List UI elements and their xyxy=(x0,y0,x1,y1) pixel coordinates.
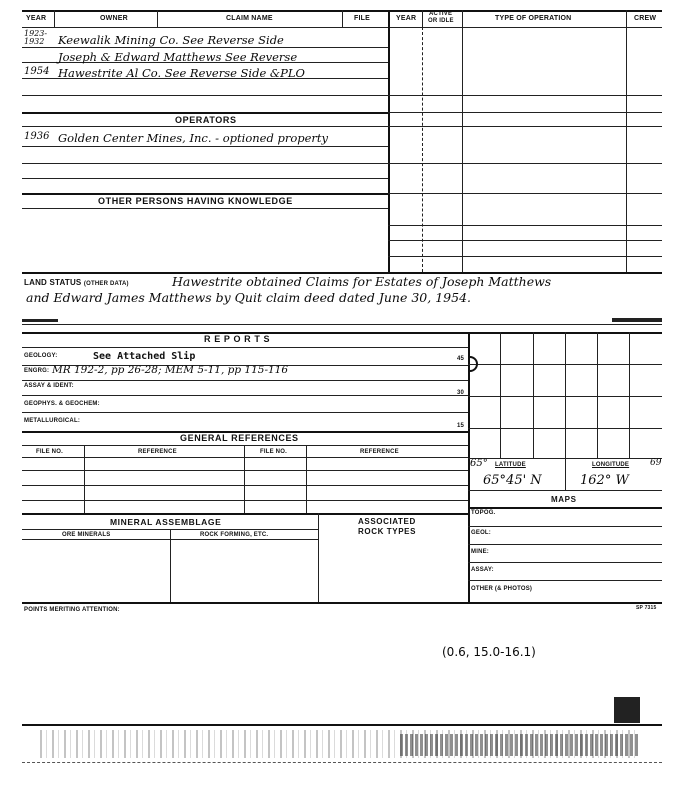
associated-divider xyxy=(318,513,319,602)
other-persons-top xyxy=(22,193,388,195)
coord-divider xyxy=(565,458,566,490)
grid-line xyxy=(629,332,630,458)
right-row-line xyxy=(388,193,662,194)
reference-header-1: REFERENCE xyxy=(138,449,177,455)
grid-line xyxy=(597,332,598,458)
longitude-label: LONGITUDE xyxy=(592,462,630,468)
scan-bar xyxy=(22,319,58,322)
active-type-divider xyxy=(462,27,463,272)
grid-line xyxy=(468,364,662,365)
longitude-value: 162° W xyxy=(580,473,629,488)
file-no-header-1: FILE NO. xyxy=(36,449,63,455)
maps-mine: MINE: xyxy=(471,549,489,555)
maps-line xyxy=(468,544,662,545)
ore-minerals-header: ORE MINERALS xyxy=(62,532,111,538)
land-status-bottom xyxy=(22,324,662,325)
grid-line xyxy=(468,396,662,397)
ref-row-line xyxy=(22,485,468,486)
mineral-assemblage-top xyxy=(22,513,468,515)
maps-line xyxy=(468,562,662,563)
maps-title-line xyxy=(468,507,662,509)
scan-bottom-line xyxy=(22,724,662,726)
grid-line xyxy=(565,332,566,458)
row-line xyxy=(22,146,388,147)
row-line xyxy=(22,163,388,164)
year-active-divider xyxy=(422,27,423,272)
header-sep xyxy=(157,10,158,27)
mineral-col-divider xyxy=(170,529,171,602)
operators-top xyxy=(22,112,388,114)
header-bottom-border xyxy=(22,27,662,28)
reports-top xyxy=(22,332,662,334)
geology-value: See Attached Slip xyxy=(93,351,196,362)
land-status-line-2: and Edward James Matthews by Quit claim deed dated June 30, 1954. xyxy=(26,290,471,305)
header-claim-name: CLAIM NAME xyxy=(226,15,273,22)
coordinates-bottom xyxy=(468,490,662,491)
row-line xyxy=(22,95,388,96)
grid-line xyxy=(468,428,662,429)
ref-row-line xyxy=(22,500,468,501)
grid-line xyxy=(500,332,501,458)
row-line xyxy=(22,178,388,179)
assay-label: ASSAY & IDENT: xyxy=(24,383,74,389)
latitude-label: LATITUDE xyxy=(495,462,526,468)
form-number: SP 7315 xyxy=(636,605,657,611)
operator-entry-1: Golden Center Mines, Inc. - optioned property xyxy=(58,131,329,145)
left-column-divider xyxy=(388,27,390,272)
header-sep xyxy=(342,10,343,27)
land-status-sublabel: (OTHER DATA) xyxy=(83,281,129,287)
maps-other: OTHER (& PHOTOS) xyxy=(471,586,533,592)
general-references-title: GENERAL REFERENCES xyxy=(180,433,299,443)
header-active: ACTIVE xyxy=(429,11,453,17)
rock-forming-header: ROCK FORMING, ETC. xyxy=(200,532,269,538)
row-line xyxy=(22,47,388,48)
maps-title: MAPS xyxy=(551,495,577,504)
associated-rock-types-2: ROCK TYPES xyxy=(358,527,417,536)
ref-col-divider xyxy=(244,445,245,513)
annotation-numbers: (0.6, 15.0-16.1) xyxy=(442,645,536,659)
owner-year-3: 1954 xyxy=(24,66,50,77)
header-sep xyxy=(422,10,423,27)
header-sep xyxy=(54,10,55,27)
scan-bar xyxy=(612,318,662,322)
reports-title: R E P O R T S xyxy=(204,334,271,344)
maps-line xyxy=(468,580,662,581)
scan-black-block xyxy=(614,697,640,723)
grid-marker-icon xyxy=(468,356,478,372)
maps-line xyxy=(468,526,662,527)
header-file: FILE xyxy=(354,15,370,22)
maps-assay: ASSAY: xyxy=(471,567,494,573)
other-persons-title: OTHER PERSONS HAVING KNOWLEDGE xyxy=(98,196,293,206)
engrg-value: MR 192-2, pp 26-28; MEM 5-11, pp 115-116 xyxy=(52,364,289,376)
land-status-title: LAND STATUS xyxy=(24,278,82,287)
maps-geol: GEOL: xyxy=(471,530,491,536)
reference-header-2: REFERENCE xyxy=(360,449,399,455)
operators-title-line xyxy=(22,126,388,127)
other-persons-line xyxy=(22,208,388,209)
header-or-idle: OR IDLE xyxy=(428,18,454,24)
grid-line xyxy=(533,332,534,458)
header-crew: CREW xyxy=(634,15,657,22)
land-status-line-1: Hawestrite obtained Claims for Estates of Joseph Matthews xyxy=(172,274,552,289)
operator-year-1: 1936 xyxy=(24,131,50,142)
metallurgical-label: METALLURGICAL: xyxy=(24,418,81,424)
mineral-assemblage-title: MINERAL ASSEMBLAGE xyxy=(110,517,222,527)
geophys-label: GEOPHYS. & GEOCHEM: xyxy=(24,401,100,407)
right-row-line xyxy=(388,240,662,241)
owner-entry-3: Hawestrite Al Co. See Reverse Side &PLO xyxy=(58,66,305,80)
right-row-line xyxy=(388,256,662,257)
owner-year-1: 1923- 1932 xyxy=(24,29,48,46)
scale-15: 15 xyxy=(457,423,465,429)
scale-45: 45 xyxy=(457,356,465,362)
reports-title-line xyxy=(22,347,468,348)
geophys-line xyxy=(22,412,468,413)
points-top xyxy=(22,602,662,604)
latitude-value: 65°45' N xyxy=(483,473,542,488)
scale-30: 30 xyxy=(457,390,465,396)
header-year: YEAR xyxy=(26,15,47,22)
ref-row-line xyxy=(22,457,468,458)
right-row-line xyxy=(388,95,662,96)
ref-col-divider xyxy=(306,445,307,513)
land-status-label xyxy=(24,278,129,287)
ref-col-divider xyxy=(84,445,85,513)
geology-label: GEOLOGY: xyxy=(24,353,58,359)
owner-entry-1: Keewalik Mining Co. See Reverse Side xyxy=(58,33,284,47)
right-row-line xyxy=(388,112,662,113)
maps-topog: TOPOG. xyxy=(471,510,496,516)
header-year-2: YEAR xyxy=(396,15,417,22)
coord-right-mark: 69 xyxy=(650,458,662,468)
ref-row-line xyxy=(22,470,468,471)
scan-bottom-edge xyxy=(22,762,662,763)
type-crew-divider xyxy=(626,27,627,272)
engrg-label: ENGRG: xyxy=(24,368,50,374)
file-no-header-2: FILE NO. xyxy=(260,449,287,455)
header-sep xyxy=(626,10,627,27)
right-row-line xyxy=(388,225,662,226)
right-row-line xyxy=(388,126,662,127)
coord-left-mark: 65° xyxy=(470,458,488,469)
associated-rock-types-1: ASSOCIATED xyxy=(358,517,416,526)
points-label: POINTS MERITING ATTENTION: xyxy=(24,607,120,613)
header-type-of-operation: TYPE OF OPERATION xyxy=(495,15,572,22)
operators-title: OPERATORS xyxy=(175,115,237,125)
header-owner: OWNER xyxy=(100,15,128,22)
general-references-title-line xyxy=(22,445,468,446)
assay-line xyxy=(22,395,468,396)
engrg-line xyxy=(22,380,468,381)
header-sep xyxy=(388,10,390,27)
owner-entry-2: Joseph & Edward Matthews See Reverse xyxy=(58,50,298,64)
right-row-line xyxy=(388,163,662,164)
header-sep xyxy=(462,10,463,27)
scan-smudge xyxy=(400,734,640,756)
